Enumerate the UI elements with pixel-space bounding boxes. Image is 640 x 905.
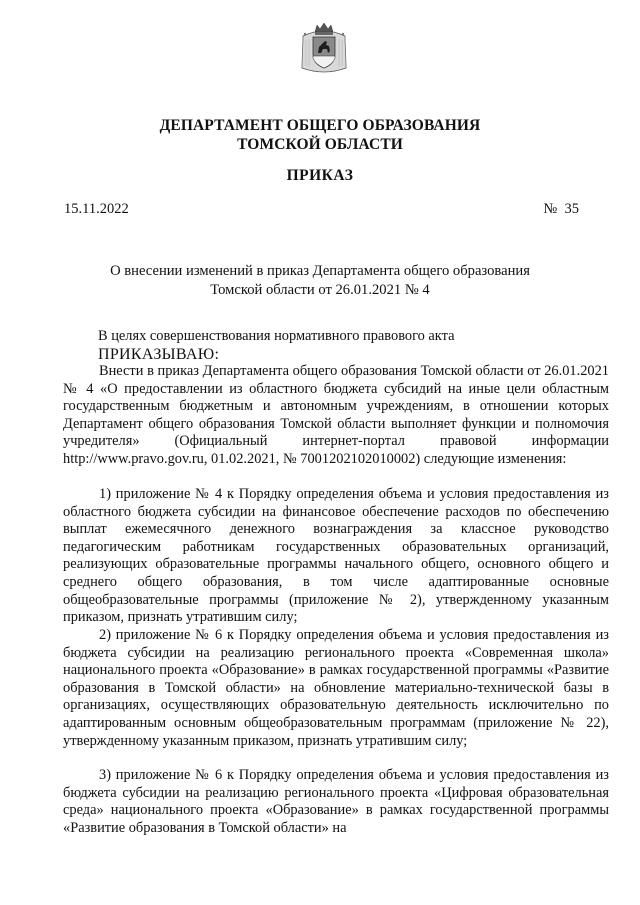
organization-name-line2: ТОМСКОЙ ОБЛАСТИ	[237, 136, 403, 153]
list-item-3: 3) приложение № 6 к Порядку определения объема и условия предоставления из бюджета субсидии на реализацию регионального проекта «Цифровая образовательная среда» национального проекта «Образование» в рамках государственной программы «Развитие образования в Томской области» на	[63, 767, 609, 836]
subject-line1: О внесении изменений в приказ Департамента общего образования	[110, 263, 530, 279]
subject-line2: Томской области от 26.01.2021 № 4	[210, 281, 430, 298]
purpose-statement: В целях совершенствования нормативного правового акта	[98, 328, 455, 344]
organization-name-line1: ДЕПАРТАМЕНТ ОБЩЕГО ОБРАЗОВАНИЯ	[159, 117, 481, 134]
coat-of-arms-drawing	[300, 22, 348, 76]
document-number: № 35	[543, 201, 579, 217]
order-directive: ПРИКАЗЫВАЮ:	[98, 346, 220, 363]
document-date: 15.11.2022	[64, 201, 129, 217]
document-type-title: ПРИКАЗ	[286, 167, 354, 184]
coat-of-arms-icon	[300, 22, 348, 76]
list-item-2: 2) приложение № 6 к Порядку определения объема и условия предоставления из бюджета субсидии на реализацию регионального проекта «Современная школа» национального проекта «Образование» в рамках государственной программы «Развитие образования в Томской области» на обновление материально-технической базы в организациях, осуществляющих образовательную деятельность исключительно по адаптированным основным общеобразовательным программам (приложение № 22), утвержденному указанным приказом, признать утратившим силу;	[63, 627, 609, 749]
intro-paragraph: Внести в приказ Департамента общего образования Томской области от 26.01.2021 № 4 «О предоставлении из областного бюджета субсидий на иные цели областным государственным бюджетным и автономным учреждениям, в отношении которых Департамент общего образования Томской области выполняет функции и полномочия учредителя» (Официальный интернет-портал правовой информации http://www.pravo.gov.ru, 01.02.2021, № 7001202102010002) следующие изменения:	[63, 363, 609, 467]
list-item-1: 1) приложение № 4 к Порядку определения объема и условия предоставления из областного бюджета субсидии на финансовое обеспечение расходов по обеспечению выплат ежемесячного денежного вознаграждения за классное руководство педагогическим работникам государственных образовательных организаций, реализующих образовательные программы начального общего, основного общего и среднего общего образования, в том числе адаптированные основные общеобразовательные программы (приложение № 2), утвержденному указанным приказом, признать утратившим силу;	[63, 486, 609, 626]
document-subject	[0, 262, 640, 299]
